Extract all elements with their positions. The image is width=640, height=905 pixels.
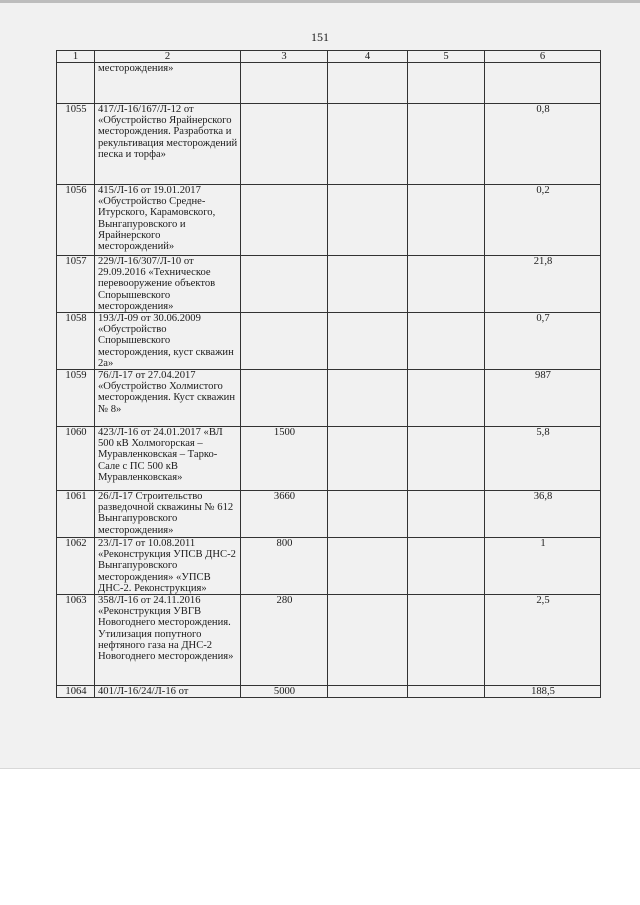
row-col6: 987 [485,370,601,427]
row-col5 [408,370,485,427]
row-col3: 800 [241,538,328,595]
row-col5 [408,595,485,686]
row-col6: 0,2 [485,185,601,256]
row-number: 1063 [57,595,95,686]
row-number: 1058 [57,313,95,370]
row-col6: 2,5 [485,595,601,686]
row-number: 1061 [57,491,95,538]
row-number: 1060 [57,427,95,491]
row-col6: 21,8 [485,256,601,313]
row-col3 [241,63,328,104]
row-col3 [241,185,328,256]
page-number: 151 [311,30,329,44]
row-col5 [408,427,485,491]
row-number: 1064 [57,686,95,698]
row-col5 [408,686,485,698]
column-header: 5 [408,51,485,63]
row-description: 193/Л-09 от 30.06.2009 «Обустройство Спорышевского месторождения, куст скважин 2а» [95,313,241,370]
row-col5 [408,185,485,256]
row-col4 [328,427,408,491]
row-col6 [485,63,601,104]
table-row [57,491,601,538]
column-header: 2 [95,51,241,63]
table-row [57,256,601,313]
row-col3: 5000 [241,686,328,698]
row-col6: 188,5 [485,686,601,698]
table-row [57,63,601,104]
table-row [57,370,601,427]
row-description: 401/Л-16/24/Л-16 от [95,686,241,698]
row-description: 415/Л-16 от 19.01.2017 «Обустройство Средне-Итурского, Карамовского, Вынгапуровского и Ярайнерского месторождений» [95,185,241,256]
row-col3 [241,370,328,427]
column-header: 1 [57,51,95,63]
row-col4 [328,313,408,370]
row-col4 [328,538,408,595]
row-number: 1056 [57,185,95,256]
row-description: 423/Л-16 от 24.01.2017 «ВЛ 500 кВ Холмогорская – Муравленковская – Тарко-Сале с ПС 500 кВ Муравленковская» [95,427,241,491]
table-row [57,313,601,370]
row-col5 [408,491,485,538]
row-description: 76/Л-17 от 27.04.2017 «Обустройство Холмистого месторождения. Куст скважин № 8» [95,370,241,427]
row-col5 [408,104,485,185]
row-description: 23/Л-17 от 10.08.2011 «Реконструкция УПСВ ДНС-2 Вынгапуровского месторождения» «УПСВ ДНС-2. Реконструкция» [95,538,241,595]
row-col3 [241,313,328,370]
row-col3: 3660 [241,491,328,538]
row-description: месторождения» [95,63,241,104]
row-col3: 1500 [241,427,328,491]
row-number: 1057 [57,256,95,313]
row-col5 [408,256,485,313]
table-row [57,686,601,698]
row-description: 229/Л-16/307/Л-10 от 29.09.2016 «Техническое перевооружение объектов Спорышевского месторождения» [95,256,241,313]
row-col4 [328,185,408,256]
row-col6: 36,8 [485,491,601,538]
row-col4 [328,256,408,313]
row-col3: 280 [241,595,328,686]
row-number: 1055 [57,104,95,185]
row-col5 [408,63,485,104]
row-col5 [408,313,485,370]
row-col4 [328,63,408,104]
row-col4 [328,104,408,185]
table-row [57,538,601,595]
row-col4 [328,686,408,698]
row-col3 [241,256,328,313]
column-header: 4 [328,51,408,63]
table-row [57,427,601,491]
table-row [57,185,601,256]
row-col3 [241,104,328,185]
row-col6: 1 [485,538,601,595]
row-description: 358/Л-16 от 24.11.2016 «Реконструкция УВГВ Новогоднего месторождения. Утилизация попутного нефтяного газа на ДНС-2 Новогоднего месторождения» [95,595,241,686]
table-row [57,595,601,686]
column-header: 6 [485,51,601,63]
row-number: 1059 [57,370,95,427]
row-col6: 0,7 [485,313,601,370]
scan-edge [0,0,640,3]
column-header: 3 [241,51,328,63]
data-table [56,50,601,698]
row-number: 1062 [57,538,95,595]
header-row [57,51,601,63]
row-col6: 5,8 [485,427,601,491]
row-number [57,63,95,104]
row-col4 [328,491,408,538]
row-col6: 0,8 [485,104,601,185]
row-description: 417/Л-16/167/Л-12 от «Обустройство Ярайнерского месторождения. Разработка и рекультивация месторождений песка и торфа» [95,104,241,185]
row-col4 [328,595,408,686]
table-row [57,104,601,185]
row-col5 [408,538,485,595]
row-col4 [328,370,408,427]
row-description: 26/Л-17 Строительство разведочной скважины № 612 Вынгапуровского месторождения» [95,491,241,538]
